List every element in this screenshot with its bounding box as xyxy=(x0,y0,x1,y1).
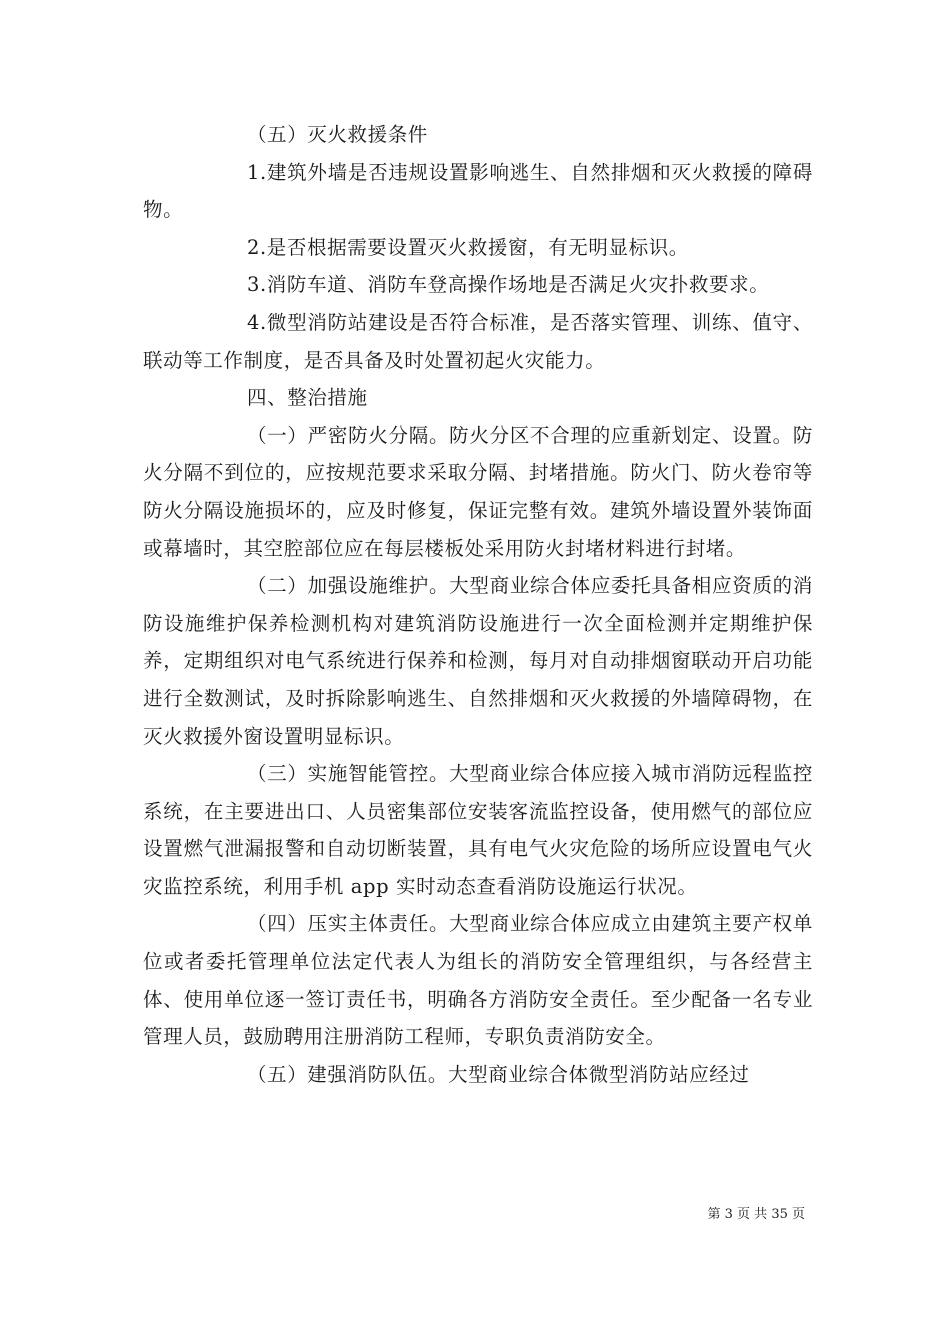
paragraph-item-3: 3.消防车道、消防车登高操作场地是否满足火灾扑救要求。 xyxy=(247,273,770,297)
paragraph-item-4: 4.微型消防站建设是否符合标准，是否落实管理、训练、值守、联动等工作制度，是否具备及时处置初起火灾能力。 xyxy=(143,310,813,372)
paragraph-measure-1: （一）严密防火分隔。防火分区不合理的应重新划定、设置。防火分隔不到位的，应按规范要求采取分隔、封堵措施。防火门、防火卷帘等防火分隔设施损坏的，应及时修复，保证完整有效。建筑外墙设置外装饰面或幕墙时，其空腔部位应在每层楼板处采用防火封堵材料进行封堵。 xyxy=(143,423,813,560)
section-heading-rescue-conditions: （五）灭火救援条件 xyxy=(247,123,428,146)
paragraph-item-2: 2.是否根据需要设置灭火救援窗，有无明显标识。 xyxy=(247,235,689,259)
paragraph-measure-4: （四）压实主体责任。大型商业综合体应成立由建筑主要产权单位或者委托管理单位法定代表人为组长的消防安全管理组织，与各经营主体、使用单位逐一签订责任书，明确各方消防安全责任。至少配备一名专业管理人员，鼓励聘用注册消防工程师，专职负责消防安全。 xyxy=(143,912,813,1049)
page-number-footer: 第 3 页 共 35 页 xyxy=(707,1207,805,1222)
section-heading-measures: 四、整治措施 xyxy=(247,386,368,410)
paragraph-item-1: 1.建筑外墙是否违规设置影响逃生、自然排烟和灭火救援的障碍物。 xyxy=(143,160,813,222)
document-body xyxy=(143,116,813,1093)
paragraph-measure-2: （二）加强设施维护。大型商业综合体应委托具备相应资质的消防设施维护保养检测机构对建筑消防设施进行一次全面检测并定期维护保养，定期组织对电气系统进行保养和检测，每月对自动排烟窗联动开启功能进行全数测试，及时拆除影响逃生、自然排烟和灭火救援的外墙障碍物，在灭火救援外窗设置明显标识。 xyxy=(143,574,813,748)
paragraph-measure-5: （五）建强消防队伍。大型商业综合体微型消防站应经过 xyxy=(247,1062,750,1086)
paragraph-measure-3: （三）实施智能管控。大型商业综合体应接入城市消防远程监控系统，在主要进出口、人员密集部位安装客流监控设备，使用燃气的部位应设置燃气泄漏报警和自动切断装置，具有电气火灾危险的场所应设置电气火灾监控系统，利用手机 app 实时动态查看消防设施运行状况。 xyxy=(143,762,813,898)
